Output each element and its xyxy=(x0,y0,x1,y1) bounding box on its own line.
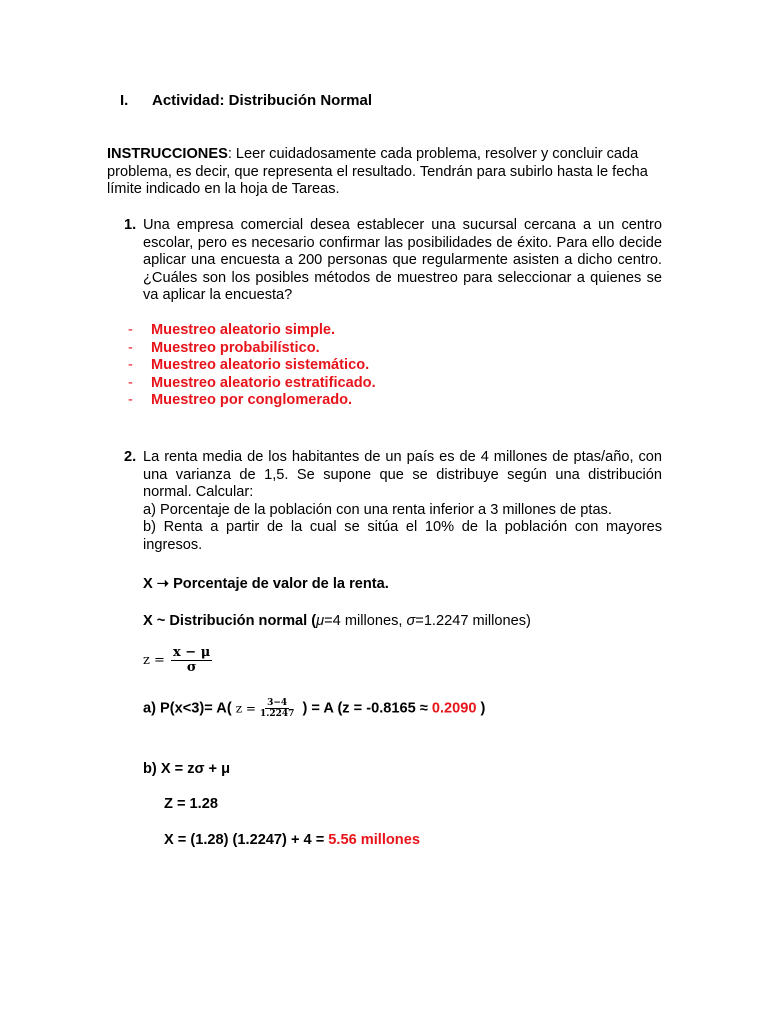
instructions-label: INSTRUCCIONES xyxy=(107,146,228,162)
question-2-part-b: b) Renta a partir de la cual se sitúa el 10% de la población con mayores ingresos. xyxy=(143,519,662,553)
a-numerator: 3−4 xyxy=(267,698,288,708)
answer-text: Muestreo aleatorio estratificado. xyxy=(151,374,376,391)
dist-prefix: X ~ xyxy=(143,613,170,629)
z-lhs: z = xyxy=(143,653,165,668)
question-2-text xyxy=(143,449,662,554)
question-1-number: 1. xyxy=(124,217,137,233)
heading-title: Actividad: Distribución Normal xyxy=(152,92,373,109)
part-b-z-value: Z = 1.28 xyxy=(164,796,218,812)
z-numerator: x − μ xyxy=(173,645,211,660)
question-1-text: Una empresa comercial desea establecer una sucursal cercana a un centro escolar, pero es necesario confirmar las posibilidades de éxito. Para ello decide aplicar una encuesta a 200 personas que regularmente asisten a dicho centro. ¿Cuáles son los posibles métodos de muestreo para seleccionar a quienes se va aplicar la encuesta? xyxy=(143,217,662,303)
a-denominator: 1.2247 xyxy=(259,709,295,719)
a-end: ) xyxy=(476,700,486,717)
b-result: 5.56 millones xyxy=(328,832,420,848)
instructions-paragraph xyxy=(107,146,661,199)
heading-number: I. xyxy=(120,92,129,109)
mu-value: =4 millones, xyxy=(324,613,407,629)
z-denominator: σ xyxy=(186,660,197,675)
answer-item xyxy=(128,375,376,393)
answer-item xyxy=(128,340,376,358)
activity-heading xyxy=(120,92,372,109)
z-formula xyxy=(143,646,214,675)
question-1-answers xyxy=(128,322,376,410)
part-b-calculation xyxy=(164,832,420,848)
answer-dash: - xyxy=(128,357,133,373)
z-fraction xyxy=(171,646,212,675)
answer-dash: - xyxy=(128,339,133,356)
a-z: z = xyxy=(235,701,256,716)
question-2-part-a: a) Porcentaje de la población con una renta inferior a 3 millones de ptas. xyxy=(143,501,612,518)
answer-item xyxy=(128,392,376,410)
mu-symbol: μ xyxy=(316,613,325,629)
a-result: 0.2090 xyxy=(431,700,477,717)
answer-dash: - xyxy=(128,392,133,408)
answer-dash: - xyxy=(128,322,133,338)
part-b-formula: b) X = zσ + μ xyxy=(143,761,231,777)
answer-text: Muestreo probabilístico. xyxy=(151,339,320,356)
part-a-solution xyxy=(143,698,485,719)
question-2-number: 2. xyxy=(124,449,137,465)
answer-text: Muestreo aleatorio sistemático. xyxy=(151,357,370,373)
dist-label: Distribución normal ( xyxy=(169,613,317,629)
a-middle: ) = A (z = -0.8165 ≈ xyxy=(298,700,432,717)
question-1 xyxy=(124,217,664,307)
question-2 xyxy=(124,449,664,559)
distribution-line xyxy=(143,613,531,629)
a-prefix: a) P(x<3)= A( xyxy=(143,700,236,717)
answer-dash: - xyxy=(128,374,133,391)
sigma-symbol: σ xyxy=(406,613,416,629)
sigma-value: =1.2247 millones) xyxy=(415,613,531,629)
question-2-intro: La renta media de los habitantes de un país es de 4 millones de ptas/año, con una varianza de 1,5. Se supone que se distribuye según una distribución normal. Calcular: xyxy=(143,449,662,500)
instructions-text: : Leer cuidadosamente cada problema, resolver y concluir cada problema, es decir, que representa el resultado. Tendrán para subirlo hasta le fecha límite indicado en la hoja de Tareas. xyxy=(107,146,648,197)
a-fraction xyxy=(258,698,296,719)
answer-text: Muestreo por conglomerado. xyxy=(151,392,353,408)
answer-text: Muestreo aleatorio simple. xyxy=(151,322,336,338)
x-definition: X ➝ Porcentaje de valor de la renta. xyxy=(143,576,389,592)
answer-item xyxy=(128,322,376,340)
b-calc: X = (1.28) (1.2247) + 4 = xyxy=(164,832,329,848)
answer-item xyxy=(128,357,376,375)
